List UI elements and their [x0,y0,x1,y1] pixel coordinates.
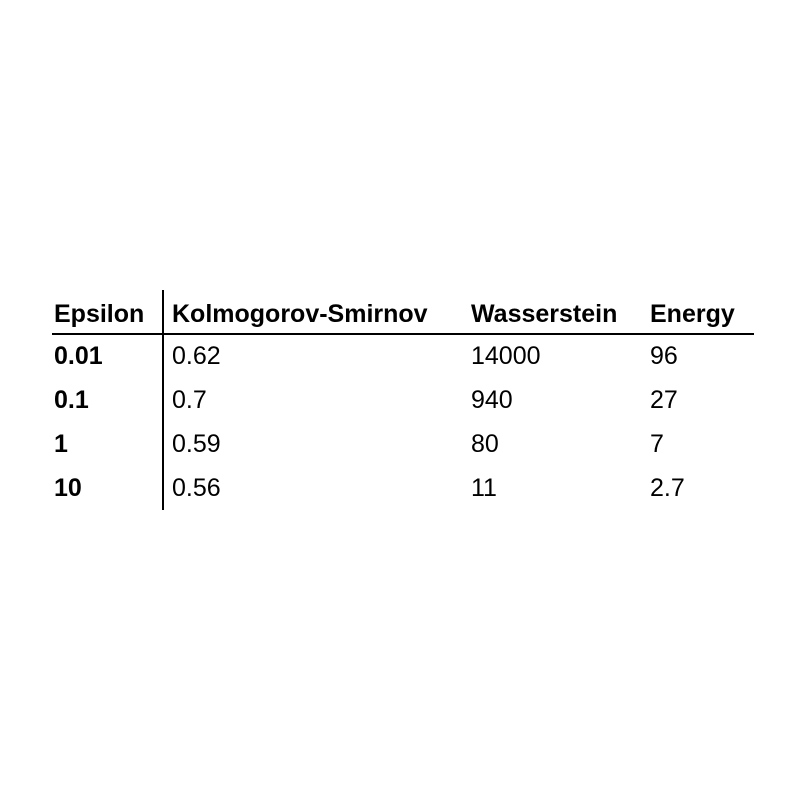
table-cell-energy: 7 [650,430,664,458]
table-cell-wasserstein: 940 [471,386,513,414]
column-header-energy: Energy [650,300,735,328]
row-header-epsilon: 0.01 [54,342,103,370]
row-header-divider [162,290,164,510]
table-cell-ks: 0.62 [172,342,221,370]
table-cell-wasserstein: 80 [471,430,499,458]
column-header-kolmogorov-smirnov: Kolmogorov-Smirnov [172,300,428,328]
row-header-epsilon: 10 [54,474,82,502]
table-cell-energy: 96 [650,342,678,370]
table-cell-ks: 0.56 [172,474,221,502]
table-cell-wasserstein: 11 [471,474,497,502]
column-header-wasserstein: Wasserstein [471,300,618,328]
table-cell-energy: 2.7 [650,474,685,502]
row-header-epsilon: 1 [54,430,68,458]
column-header-divider [52,333,754,335]
column-header-epsilon: Epsilon [54,300,145,328]
row-header-epsilon: 0.1 [54,386,89,414]
table-cell-ks: 0.59 [172,430,221,458]
table-cell-ks: 0.7 [172,386,207,414]
table-cell-energy: 27 [650,386,678,414]
table-cell-wasserstein: 14000 [471,342,541,370]
